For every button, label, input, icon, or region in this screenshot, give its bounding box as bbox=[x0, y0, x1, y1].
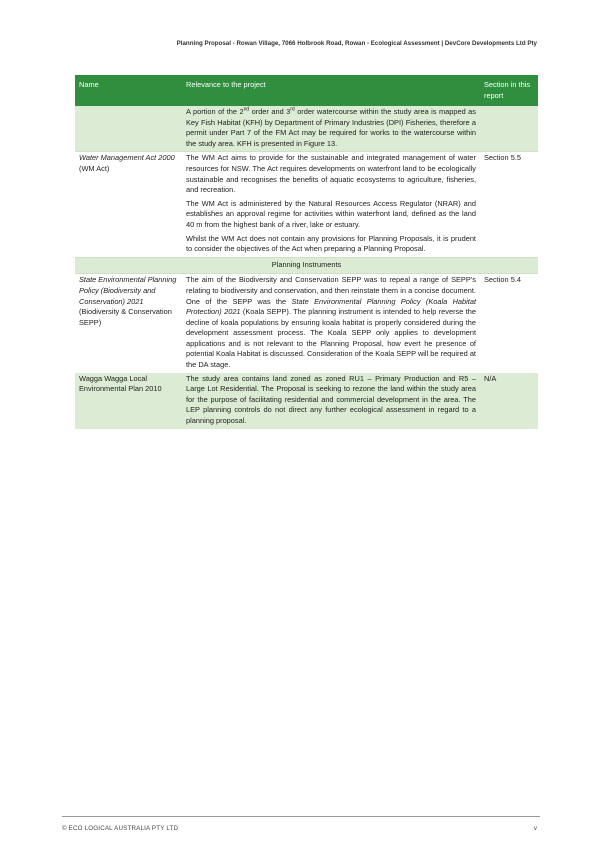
relevance-paragraph: The aim of the Biodiversity and Conservation SEPP was to repeal a range of SEPP’s relating to biodiversity and conservation, and then reinstate them in a concise document. One of the SEPP was the State Environmental Planning Policy (Koala Habitat Protection) 2021 (Koala SEPP). The planning instrument is intended to help reverse the decline of koala populations by ensuring koala habitat is properly considered during the development assessment process. The Koala SEPP only applies to development applications and is not relevant to the Planning Proposal, how evert he presence of potential Koala Habitat is discussed. Consideration of the Koala SEPP will be required at the DA stage. bbox=[186, 275, 476, 370]
table-row bbox=[75, 106, 538, 152]
footer-divider bbox=[62, 816, 540, 817]
section-heading: Planning Instruments bbox=[75, 257, 538, 274]
cell-section: N/A bbox=[480, 373, 538, 429]
cell-relevance bbox=[182, 152, 480, 257]
cell-section: Section 5.5 bbox=[480, 152, 538, 257]
relevance-paragraph: The WM Act aims to provide for the sustainable and integrated management of water resources for NSW. The Act requires developments on waterfront land to be ecologically sustainable and recognises the benefits of aquatic ecosystems to agriculture, fisheries, and recreation. bbox=[186, 153, 476, 195]
cell-name: Wagga Wagga Local Environmental Plan 2010 bbox=[75, 373, 182, 429]
cell-relevance bbox=[182, 373, 480, 429]
cell-name bbox=[75, 106, 182, 152]
legislation-table bbox=[75, 75, 538, 429]
relevance-paragraph: The WM Act is administered by the Natural Resources Access Regulator (NRAR) and establishes an approval regime for activities within waterfront land, defined as the land 40 m from the highest bank of a river, lake or estuary. bbox=[186, 198, 476, 229]
page-number: v bbox=[533, 825, 537, 832]
section-heading-row bbox=[75, 257, 538, 274]
table-row bbox=[75, 373, 538, 429]
page-header: Planning Proposal - Rowan Village, 7066 Holbrook Road, Rowan - Ecological Assessment | DevCore Developments Ltd Pty bbox=[176, 40, 537, 47]
table-row bbox=[75, 152, 538, 257]
table-row bbox=[75, 274, 538, 373]
cell-section: Section 5.4 bbox=[480, 274, 538, 373]
relevance-paragraph: The study area contains land zoned as zoned RU1 – Primary Production and R5 – Large Lot Residential. The Proposal is seeking to rezone the land within the study area for the purpose of facilitating residential and commercial development in the area. The LEP planning controls do not direct any further ecological assessment in regard to a planning proposal. bbox=[186, 373, 476, 426]
table-header-row bbox=[75, 75, 538, 106]
cell-relevance bbox=[182, 274, 480, 373]
column-header-relevance: Relevance to the project bbox=[182, 75, 480, 106]
footer-copyright: © ECO LOGICAL AUSTRALIA PTY LTD bbox=[62, 825, 179, 832]
cell-name: Water Management Act 2000 (WM Act) bbox=[75, 152, 182, 257]
relevance-paragraph: Whilst the WM Act does not contain any provisions for Planning Proposals, it is prudent to consider the objectives of the Act when preparing a Planning Proposal. bbox=[186, 233, 476, 254]
cell-section bbox=[480, 106, 538, 152]
column-header-name: Name bbox=[75, 75, 182, 106]
column-header-section: Section in this report bbox=[480, 75, 538, 106]
cell-name: State Environmental Planning Policy (Biodiversity and Conservation) 2021 (Biodiversity & Conservation SEPP) bbox=[75, 274, 182, 373]
relevance-paragraph: A portion of the 2nd order and 3rd order watercourse within the study area is mapped as Key Fish Habitat (KFH) by Department of Primary Industries (DPI) Fisheries, therefore a permit under Part 7 of the FM Act may be required for works to the watercourse within the study area. KFH is presented in Figure 13. bbox=[186, 106, 476, 148]
cell-relevance bbox=[182, 106, 480, 152]
